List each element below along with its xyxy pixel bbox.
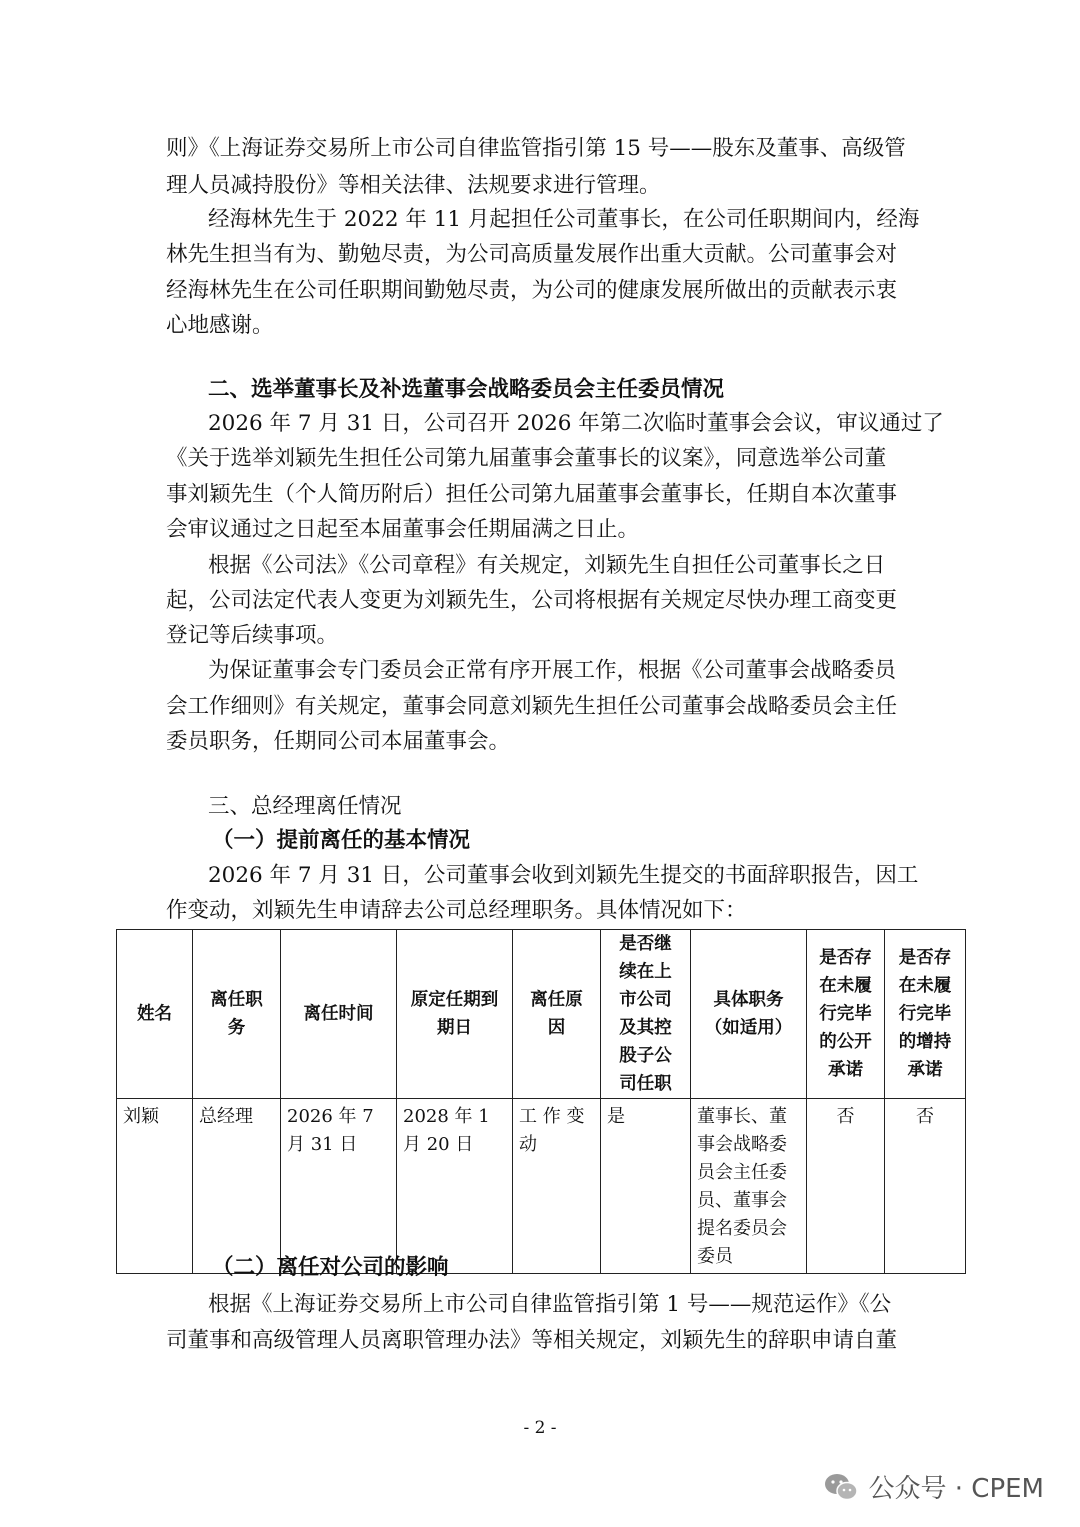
wechat-icon xyxy=(823,1472,859,1502)
table-row xyxy=(117,1099,966,1274)
table-header-row xyxy=(117,930,966,1099)
header-departure-time: 离任时间 xyxy=(281,930,397,1099)
text-line: 作变动，刘颖先生申请辞去公司总经理职务。具体情况如下： xyxy=(166,898,747,923)
cell-continue-serving: 是 xyxy=(601,1099,691,1274)
cell-specific-duties: 董事长、董 事会战略委 员会主任委 员、董事会 提名委员会 委员 xyxy=(691,1099,807,1274)
cell-holding-commitment: 否 xyxy=(885,1099,966,1274)
cell-name: 刘颖 xyxy=(117,1099,193,1274)
section-heading: 二、选举董事长及补选董事会战略委员会主任委员情况 xyxy=(208,377,725,402)
header-reason: 离任原 因 xyxy=(513,930,601,1099)
subsection-heading: （二）离任对公司的影响 xyxy=(212,1255,449,1280)
text-line: 理人员减持股份》等相关法律、法规要求进行管理。 xyxy=(166,173,661,198)
cell-departure-time: 2026 年 7 月 31 日 xyxy=(281,1099,397,1274)
text-line: 经海林先生在公司任职期间勤勉尽责，为公司的健康发展所做出的贡献表示衷 xyxy=(166,278,898,303)
text-line: 委员职务，任期同公司本届董事会。 xyxy=(166,729,511,754)
header-public-commitment: 是否存 在未履 行完毕 的公开 承诺 xyxy=(807,930,885,1099)
header-specific-duties: 具体职务 （如适用） xyxy=(691,930,807,1099)
text-line: 林先生担当有为、勤勉尽责，为公司高质量发展作出重大贡献。公司董事会对 xyxy=(166,242,898,267)
text-line: 为保证董事会专门委员会正常有序开展工作，根据《公司董事会战略委员 xyxy=(208,658,897,683)
text-line: 《关于选举刘颖先生担任公司第九届董事会董事长的议案》，同意选举公司董 xyxy=(166,446,887,471)
text-line: 会审议通过之日起至本届董事会任期届满之日止。 xyxy=(166,517,640,542)
text-line: 心地感谢。 xyxy=(166,313,274,338)
text-line: 起，公司法定代表人变更为刘颖先生，公司将根据有关规定尽快办理工商变更 xyxy=(166,588,898,613)
cell-position: 总经理 xyxy=(193,1099,281,1274)
text-line: 根据《上海证券交易所上市公司自律监管指引第 1 号——规范运作》《公 xyxy=(208,1292,892,1317)
header-name: 姓名 xyxy=(117,930,193,1099)
header-position: 离任职 务 xyxy=(193,930,281,1099)
text-line: 司董事和高级管理人员离职管理办法》等相关规定，刘颖先生的辞职申请自董 xyxy=(166,1328,898,1353)
text-line: 经海林先生于 2022 年 11 月起担任公司董事长，在公司任职期间内，经海 xyxy=(208,207,920,232)
cell-public-commitment: 否 xyxy=(807,1099,885,1274)
cell-term-end: 2028 年 1 月 20 日 xyxy=(397,1099,513,1274)
header-holding-commitment: 是否存 在未履 行完毕 的增持 承诺 xyxy=(885,930,966,1099)
text-line: 则》《上海证券交易所上市公司自律监管指引第 15 号——股东及董事、高级管 xyxy=(166,136,906,161)
departure-table xyxy=(116,929,966,1274)
text-line: 2026 年 7 月 31 日，公司董事会收到刘颖先生提交的书面辞职报告，因工 xyxy=(208,863,919,888)
watermark xyxy=(823,1468,1045,1505)
header-continue-serving: 是否继 续在上 市公司 及其控 股子公 司任职 xyxy=(601,930,691,1099)
text-line: 会工作细则》有关规定，董事会同意刘颖先生担任公司董事会战略委员会主任 xyxy=(166,694,898,719)
text-line: 登记等后续事项。 xyxy=(166,623,339,648)
text-line: 事刘颖先生（个人简历附后）担任公司第九届董事会董事长，任期自本次董事 xyxy=(166,482,898,507)
watermark-text: 公众号 · CPEM xyxy=(868,1474,1044,1504)
text-line: 根据《公司法》《公司章程》有关规定，刘颖先生自担任公司董事长之日 xyxy=(208,553,886,578)
page-number: - 2 - xyxy=(523,1418,557,1438)
subsection-heading: （一）提前离任的基本情况 xyxy=(212,828,471,853)
text-line: 2026 年 7 月 31 日，公司召开 2026 年第二次临时董事会会议，审议通过了 xyxy=(208,411,944,436)
section-heading: 三、总经理离任情况 xyxy=(208,794,402,819)
header-term-end: 原定任期到 期日 xyxy=(397,930,513,1099)
cell-reason: 工 作 变 动 xyxy=(513,1099,601,1274)
